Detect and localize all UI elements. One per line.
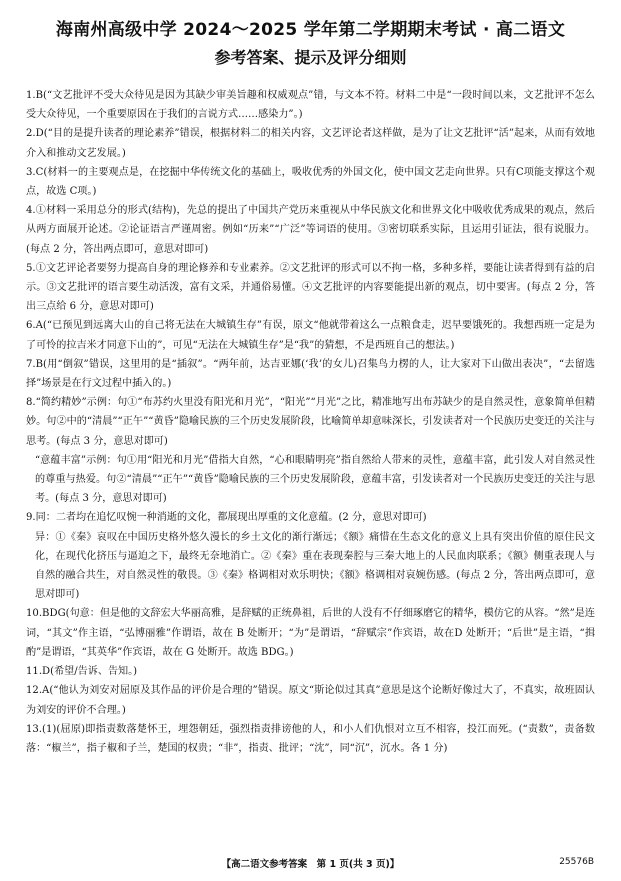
answer-item-5: 5.①文艺评论者要努力提高自身的理论修养和专业素养。②文艺批评的形式可以不拘一格，多种多样，要能让读者得到有益的启示。③文艺批评的语言要生动活泼，富有文采，并通俗易懂。④文艺批评的内容要能提出新的观点，切中要害。(每点 2 分，答出三点给 6 分，意思对即可) <box>26 262 595 313</box>
answer-item-1: 1.B(“文艺批评不受大众待见是因为其缺少审美旨趣和权威观点”错，与文本不符。材料二中是“一段时间以来，文艺批评不怎么受大众待见，一个重要原因在于我们的言说方式……感染力”。) <box>26 90 595 121</box>
answer-item-11: 11.D(希望/告诉、告知。) <box>26 666 138 678</box>
exam-code: 25576B <box>559 857 594 867</box>
answer-item-8-part1: 8.“简约精妙”示例：句①“布苏约火里没有阳光和月光”，“阳光”“月光”之比，精准地写出布苏缺少的是自然灵性，意象简单但精妙。句②中的“清晨”“正午”“黄昏”隐喻民族的三个历史发展阶段，比喻简单却意味深长，引发读者对一个民族历史变迁的关注与思考。(每点 3 分，意思对即可) <box>26 397 595 447</box>
answer-item-4: 4.①材料一采用总分的形式(结构)，先总的提出了中国共产党历来重视从中华民族文化和世界文化中吸收优秀成果的观点，然后从两方面展开论述。②论证语言严谨周密。例如“历来”“广泛”等词语的使用。③密切联系实际，且运用引证法，很有说服力。(每点 2 分，答出两点即可，意思对即可) <box>26 205 595 255</box>
answer-item-12: 12.A(“他认为刘安对屈原及其作品的评价是合理的”错误。原文“斯论似过其真”意思是这个论断好像过大了，不真实，故班固认为刘安的评价不合理。) <box>26 685 595 716</box>
answer-item-10: 10.BDG(句意：但是他的文辞宏大华丽高雅，是辞赋的正统鼻祖，后世的人没有不仔细琢磨它的精华，模仿它的从容。“然”是连词，“其文”作主语，“弘博丽雅”作谓语，故在 B 处断开；“为”是谓语，“辞赋宗”作宾语，故在D 处断开；“后世”是主语，“揖酌”是谓语，“其英华”作宾语，故在 G 处断开。故选 BDG。) <box>26 608 595 658</box>
page-title: 海南州高级中学 2024～2025 学年第二学期期末考试 · 高二语文 <box>55 20 566 40</box>
answer-item-9-similarity: 9.同：二者均在追忆叹惋一种消逝的文化，都展现出厚重的文化意蕴。(2 分，意思对即可) <box>26 512 427 524</box>
answer-item-9-difference: 异：①《秦》哀叹在中国历史格外悠久漫长的乡土文化的渐行渐远；《额》痛惜在生态文化的意义上具有突出价值的原住民文化，在现代化挤压与逼迫之下，最终无奈地消亡。②《秦》重在表现秦腔与三秦大地上的人民血肉联系；《额》侧重表现人与自然的融合共生，对自然灵性的敬畏。③《秦》格调相对欢乐明快；《额》格调相对哀婉伤感。(每点 2 分，答出两点即可，意思对即可) <box>35 531 595 601</box>
page-footer: 【高二语文参考答案 第 1 页(共 3 页)】 <box>221 859 400 870</box>
answer-item-2: 2.D(“目的是提升读者的理论素养”错误，根据材料二的相关内容，文艺评论者这样做，是为了让文艺批评“活”起来，从而有效地介入和推动文艺发展。) <box>26 128 595 159</box>
answer-item-13: 13.(1)(屈原)即指责数落楚怀王，埋怨朝廷，强烈指责排谤他的人，和小人们仇恨对立互不相容，投江而死。(“责数”，责备数落：“椒兰”，指子椒和子兰，楚国的权贵；“非”，指责、批评；“沈”，同“沉”，沉水。各 1 分) <box>26 723 595 754</box>
answer-item-3: 3.C(材料一的主要观点是，在挖掘中华传统文化的基础上，吸收优秀的外国文化，使中国文艺走向世界。只有C项能支撑这个观点，故选 C项。) <box>26 166 595 198</box>
page-subtitle: 参考答案、提示及评分细则 <box>214 48 407 67</box>
answer-item-7: 7.B(用“倒叙”错误，这里用的是“插叙”。“两年前，达吉亚娜(‘我’的女儿)召集鸟力楞的人，让大家对下山做出表决”，“去留选择”场景是在行文过程中插入的。) <box>26 358 595 390</box>
answer-list <box>26 86 595 758</box>
answer-item-8-part2: “意蕴丰富”示例：句①用“阳光和月光”借指大自然，“心和眼睛明亮”指自然给人带来的灵性，意蕴丰富，此引发人对自然灵性的尊重与热爱。句②“清晨”“正午”“黄昏”隐喻民族的三个历史发展阶段，意蕴丰富，引发读者对一个民族历史变迁的关注与思考。(每点 3 分，意思对即可) <box>35 454 595 505</box>
answer-item-6: 6.A(“已预见到远离大山的自己将无法在大城镇生存”有误，原文“他就带着这么一点粮食走，迟早要饿死的。我想西班一定是为了可怜的拉吉米才同意下山的”，可见“无法在大城镇生存”是“我”的猜想，不是西班自己的想法。) <box>26 320 595 351</box>
